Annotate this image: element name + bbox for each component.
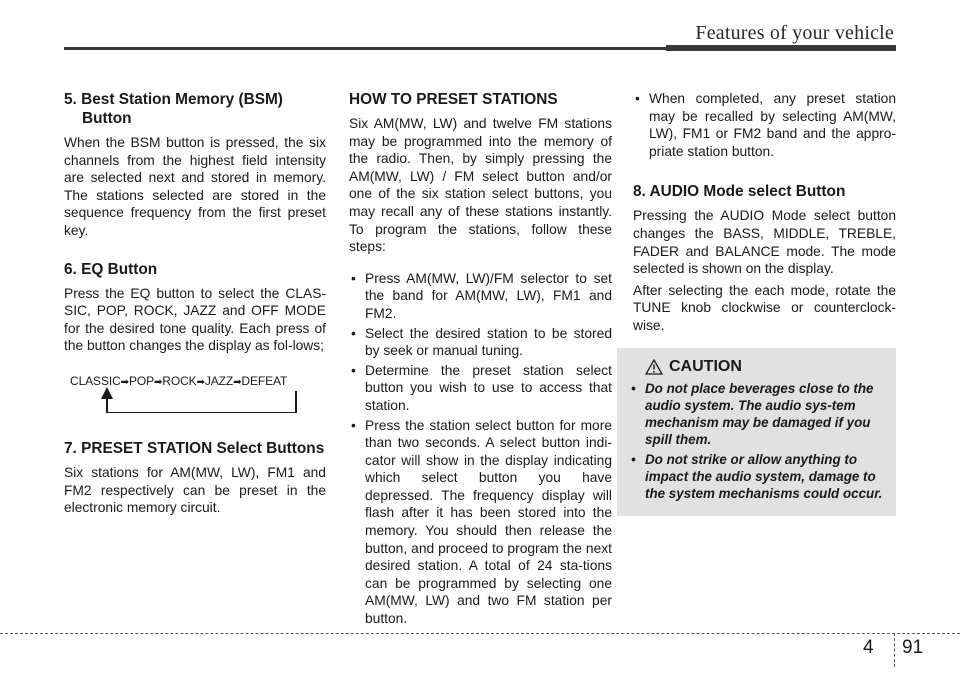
bsm-heading: 5. Best Station Memory (BSM) Button (64, 91, 283, 127)
loop-line (106, 395, 108, 413)
preset-body: Six stations for AM(MW, LW), FM1 and FM2 respectively can be preset in the electronic memory circuit. (64, 464, 326, 516)
caution-item: • Do not place beverages close to the audio system. The audio sys-tem mechanism may be damaged if you spill them. (629, 380, 884, 448)
eq-heading: 6. EQ Button (64, 260, 158, 278)
caution-item: • Do not strike or allow anything to impact the audio system, damage to the system mechanisms could occur. (629, 451, 884, 502)
steps-list (349, 270, 612, 628)
list-item: • Determine the preset station select button you wish to use to access that station. (349, 362, 612, 415)
caution-list (629, 380, 884, 502)
eq-mode-label: POP (128, 373, 154, 388)
list-item: • Select the desired station to be stored by seek or manual tuning. (349, 325, 612, 360)
eq-body: Press the EQ button to select the CLAS-SIC, POP, ROCK, JAZZ and OFF MODE for the desired tone quality. Each press of the button changes the display as fol-lows; (64, 285, 326, 354)
footer-rule (0, 633, 960, 634)
loop-line (106, 412, 296, 414)
eq-mode-label: JAZZ (204, 373, 234, 388)
column-right (633, 90, 896, 335)
list-item: • Press AM(MW, LW)/FM selector to set the band for AM(MW, LW), FM1 and FM2. (349, 270, 612, 323)
arrow-right-icon: ➡ (153, 376, 163, 388)
eq-mode-label: ROCK (162, 373, 197, 388)
arrow-right-icon: ➡ (196, 376, 205, 388)
footer-separator (894, 633, 895, 667)
caution-title: CAUTION (669, 358, 742, 375)
arrow-right-icon: ➡ (233, 376, 242, 388)
audio-body: After selecting the each mode, rotate the TUNE knob clockwise or counterclock-wise. (633, 282, 896, 333)
eq-mode-label: CLASSIC (70, 373, 121, 388)
warning-triangle-icon (645, 359, 663, 375)
completed-list (633, 90, 896, 160)
eq-mode-diagram (64, 363, 326, 425)
column-left (64, 90, 326, 517)
list-item: • Press the station select button for more than two seconds. A select button indi-cator will show in the display indicating which select button you have depressed. The frequency display will flash after it has been stored into the memory. You should then release the button, and proceed to program the next desired station. A total of 24 sta-tions can be programmed by selecting one AM(MW, LW) and two FM station per button. (349, 417, 612, 628)
bsm-body: When the BSM button is pressed, the six channels from the highest field intensity are selected next and stored in memory. The stations selected are stored in the sequence frequency from the first preset key. (64, 135, 326, 238)
loop-line (295, 391, 297, 413)
page-number: 91 (902, 637, 924, 658)
caution-box (617, 348, 896, 516)
header-rule (64, 47, 896, 50)
arrow-right-icon: ➡ (120, 376, 129, 388)
howto-heading: HOW TO PRESET STATIONS (349, 91, 558, 108)
howto-body: Six AM(MW, LW) and twelve FM stations may be programmed into the memory of the radio. Then, by simply pressing the AM(MW, LW) / FM select button and/or one of the six station select buttons, you may recall any of these stations instantly. To program the stations, follow these steps: (349, 116, 612, 255)
list-item: • When completed, any preset station may be recalled by selecting AM(MW, LW), FM1 or FM2 band and the appro-priate station button. (633, 90, 896, 160)
eq-mode-label: DEFEAT (241, 373, 288, 388)
caution-header (645, 358, 884, 376)
chapter-number: 4 (863, 637, 874, 658)
audio-body: Pressing the AUDIO Mode select button changes the BASS, MIDDLE, TREBLE, FADER and BALANCE mode. The mode selected is shown on the display. (633, 208, 896, 277)
preset-heading: 7. PRESET STATION Select Buttons (64, 439, 325, 457)
section-title: Features of your vehicle (695, 22, 894, 44)
audio-heading: 8. AUDIO Mode select Button (633, 183, 846, 201)
column-middle (349, 90, 612, 630)
